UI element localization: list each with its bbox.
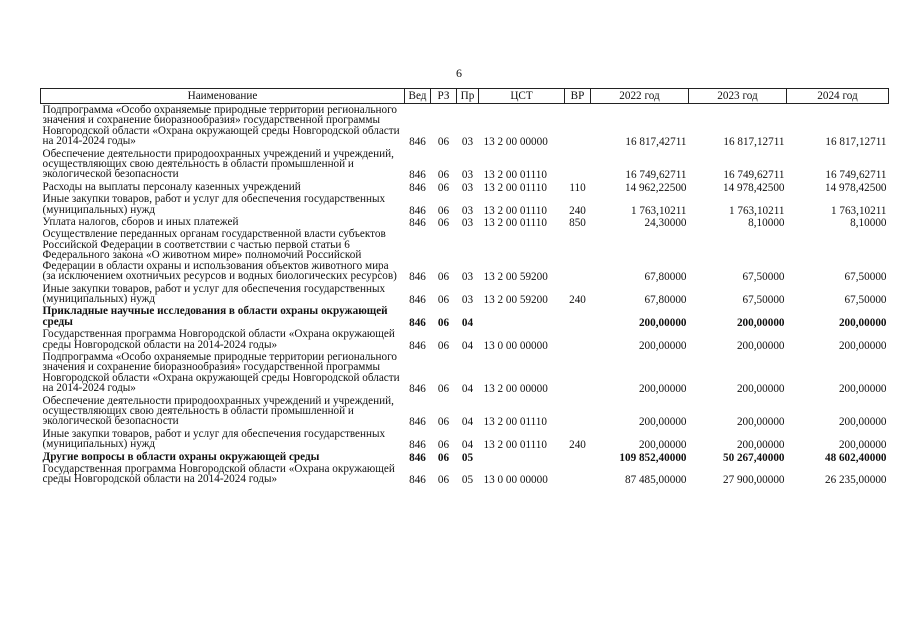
cell-2023: 200,00000 [736, 339, 785, 352]
cell-pr: 03 [461, 181, 474, 194]
cell-pr: 05 [461, 474, 474, 487]
table-row [41, 104, 889, 148]
cell-2022: 109 852,40000 [619, 451, 687, 464]
cell-2023: 8,10000 [748, 217, 785, 230]
cell-ved: 846 [409, 217, 426, 230]
table-row [41, 351, 889, 395]
cell-pr: 03 [461, 204, 474, 217]
cell-2024: 8,10000 [850, 217, 887, 230]
cell-cst [479, 305, 565, 328]
cell-name: Государственная программа Новгородской области «Охрана окружающей среды Новгородской области на 2014-2024 годы» [42, 463, 395, 486]
cell-vr [565, 451, 591, 463]
cell-2023: 200,00000 [736, 416, 785, 429]
cell-2022: 87 485,00000 [624, 474, 687, 487]
cell-2022: 200,00000 [638, 416, 687, 429]
cell-cst: 13 2 00 01110 [483, 416, 547, 429]
cell-2023: 16 749,62711 [723, 169, 785, 182]
header-2023: 2023 год [689, 89, 787, 104]
header-cst: ЦСТ [479, 89, 565, 104]
table-row [41, 228, 889, 282]
cell-rz: 06 [437, 293, 450, 306]
cell-2022: 24,30000 [644, 217, 687, 230]
page-number: 6 [456, 66, 462, 80]
table-row [41, 283, 889, 306]
cell-2022: 16 817,42711 [625, 136, 687, 149]
cell-vr [565, 328, 591, 351]
cell-pr: 04 [461, 416, 474, 429]
table-row [41, 463, 889, 486]
cell-2024: 200,00000 [838, 383, 887, 396]
cell-rz: 06 [437, 316, 450, 329]
cell-vr [565, 395, 591, 428]
cell-2023: 67,50000 [742, 271, 785, 284]
cell-2024: 200,00000 [838, 316, 887, 329]
table-row [41, 328, 889, 351]
cell-2024: 16 817,12711 [825, 136, 887, 149]
cell-2023: 50 267,40000 [722, 451, 785, 464]
cell-ved: 846 [409, 316, 426, 329]
cell-2022: 67,80000 [644, 271, 687, 284]
cell-rz: 06 [437, 416, 450, 429]
cell-2024: 200,00000 [838, 416, 887, 429]
cell-name: Государственная программа Новгородской области «Охрана окружающей среды Новгородской области на 2014-2024 годы» [42, 328, 395, 351]
header-rz: РЗ [431, 89, 457, 104]
cell-rz: 06 [437, 217, 450, 230]
cell-ved: 846 [409, 474, 426, 487]
cell-2022: 200,00000 [638, 383, 687, 396]
cell-rz: 06 [437, 474, 450, 487]
table-row [41, 451, 889, 463]
header-2022: 2022 год [591, 89, 689, 104]
cell-cst: 13 2 00 01110 [483, 217, 547, 230]
cell-vr [565, 228, 591, 282]
cell-pr: 04 [461, 439, 474, 452]
cell-name: Иные закупки товаров, работ и услуг для обеспечения государственных (муниципальных) нужд [42, 193, 386, 216]
cell-vr: 110 [569, 181, 586, 194]
cell-ved: 846 [409, 383, 426, 396]
cell-rz: 06 [437, 271, 450, 284]
cell-ved: 846 [409, 169, 426, 182]
cell-name: Другие вопросы в области охраны окружающей среды [42, 450, 320, 463]
cell-cst: 13 2 00 01110 [483, 169, 547, 182]
cell-ved: 846 [409, 181, 426, 194]
cell-2023: 14 978,42500 [722, 181, 785, 194]
cell-2022: 200,00000 [638, 339, 687, 352]
cell-2023: 16 817,12711 [723, 136, 785, 149]
cell-rz: 06 [437, 383, 450, 396]
cell-pr: 05 [461, 451, 474, 464]
cell-vr [565, 351, 591, 395]
table-row [41, 395, 889, 428]
cell-vr [565, 148, 591, 181]
cell-2024: 67,50000 [844, 271, 887, 284]
cell-rz: 06 [437, 339, 450, 352]
header-name: Наименование [41, 89, 405, 104]
cell-cst: 13 2 00 59200 [483, 293, 548, 306]
cell-pr: 03 [461, 169, 474, 182]
cell-name: Расходы на выплаты персоналу казенных учреждений [42, 180, 301, 193]
cell-2023: 67,50000 [742, 293, 785, 306]
cell-pr: 03 [461, 217, 474, 230]
cell-vr [565, 463, 591, 486]
cell-pr: 04 [461, 316, 474, 329]
cell-2022: 67,80000 [644, 293, 687, 306]
cell-pr: 03 [461, 136, 474, 149]
cell-pr: 04 [461, 383, 474, 396]
cell-name: Подпрограмма «Особо охраняемые природные территории регионального значения и сохранение биоразнообразия» государственной программы Новгородской области «Охрана окружающей среды Новгородской области на 2014-2024 годы» [42, 350, 400, 395]
cell-ved: 846 [409, 339, 426, 352]
cell-2023: 200,00000 [736, 439, 785, 452]
cell-2024: 200,00000 [838, 339, 887, 352]
table-row [41, 428, 889, 451]
cell-rz: 06 [437, 439, 450, 452]
cell-vr: 240 [569, 439, 586, 452]
cell-name: Иные закупки товаров, работ и услуг для обеспечения государственных (муниципальных) нужд [42, 282, 386, 305]
table-row [41, 216, 889, 228]
cell-2024: 48 602,40000 [824, 451, 887, 464]
cell-rz: 06 [437, 204, 450, 217]
header-ved: Вед [405, 89, 431, 104]
cell-rz: 06 [437, 136, 450, 149]
cell-ved: 846 [409, 439, 426, 452]
cell-pr: 03 [461, 271, 474, 284]
cell-2024: 1 763,10211 [830, 204, 887, 217]
cell-rz: 06 [437, 181, 450, 194]
cell-2023: 200,00000 [736, 383, 785, 396]
cell-name: Подпрограмма «Особо охраняемые природные территории регионального значения и сохранение биоразнообразия» государственной программы Новгородской области «Охрана окружающей среды Новгородской области на 2014-2024 годы» [42, 104, 400, 148]
table-row [41, 193, 889, 216]
cell-2023: 1 763,10211 [728, 204, 785, 217]
table-row [41, 181, 889, 193]
cell-name: Прикладные научные исследования в области охраны окружающей среды [42, 305, 388, 328]
cell-name: Уплата налогов, сборов и иных платежей [42, 216, 239, 229]
cell-cst: 13 2 00 00000 [483, 383, 548, 396]
cell-ved: 846 [409, 271, 426, 284]
cell-2023: 200,00000 [736, 316, 785, 329]
cell-ved: 846 [409, 451, 426, 464]
cell-2024: 16 749,62711 [825, 169, 887, 182]
table-row [41, 148, 889, 181]
cell-2022: 14 962,22500 [624, 181, 687, 194]
cell-name: Иные закупки товаров, работ и услуг для обеспечения государственных (муниципальных) нужд [42, 427, 386, 451]
cell-vr: 850 [569, 217, 586, 230]
cell-2022: 200,00000 [638, 316, 687, 329]
cell-vr [565, 104, 591, 148]
cell-cst: 13 2 00 59200 [483, 271, 548, 284]
cell-2024: 67,50000 [844, 293, 887, 306]
cell-vr [565, 305, 591, 328]
cell-cst: 13 0 00 00000 [483, 474, 548, 487]
header-2024: 2024 год [787, 89, 889, 104]
cell-pr: 04 [461, 339, 474, 352]
cell-ved: 846 [409, 293, 426, 306]
cell-2024: 200,00000 [838, 439, 887, 452]
cell-2023: 27 900,00000 [722, 474, 785, 487]
cell-ved: 846 [409, 204, 426, 217]
table-row [41, 305, 889, 328]
header-vr: ВР [565, 89, 591, 104]
cell-name: Осуществление переданных органам государственной власти субъектов Российской Федерации в соответствии с частью первой статьи 6 Федерального закона «О животном мире» полномочий Российской Федерации в области охраны и использования объектов животного мира (за исключением охотничьих ресурсов и водных биологических ресурсов) [42, 228, 397, 283]
cell-cst: 13 2 00 01110 [483, 181, 547, 194]
cell-ved: 846 [409, 416, 426, 429]
cell-pr: 03 [461, 293, 474, 306]
cell-cst: 13 2 00 00000 [483, 136, 548, 149]
cell-vr: 240 [569, 204, 586, 217]
cell-name: Обеспечение деятельности природоохранных учреждений и учреждений, осуществляющих свою деятельность в области промышленной и экологической безопасности [42, 394, 394, 428]
budget-table [40, 88, 889, 486]
cell-2022: 16 749,62711 [625, 169, 687, 182]
cell-cst: 13 0 00 00000 [483, 339, 548, 352]
cell-ved: 846 [409, 136, 426, 149]
cell-cst: 13 2 00 01110 [483, 204, 547, 217]
cell-2024: 26 235,00000 [824, 474, 887, 487]
cell-2024: 14 978,42500 [824, 181, 887, 194]
cell-rz: 06 [437, 169, 450, 182]
cell-cst: 13 2 00 01110 [483, 439, 547, 452]
cell-vr: 240 [569, 293, 586, 306]
cell-cst [479, 451, 565, 463]
cell-2022: 1 763,10211 [630, 204, 687, 217]
cell-rz: 06 [437, 451, 450, 464]
header-pr: Пр [457, 89, 479, 104]
cell-2022: 200,00000 [638, 439, 687, 452]
table-header-row [41, 89, 889, 104]
cell-name: Обеспечение деятельности природоохранных учреждений и учреждений, осуществляющих свою деятельность в области промышленной и экологической безопасности [42, 147, 394, 181]
